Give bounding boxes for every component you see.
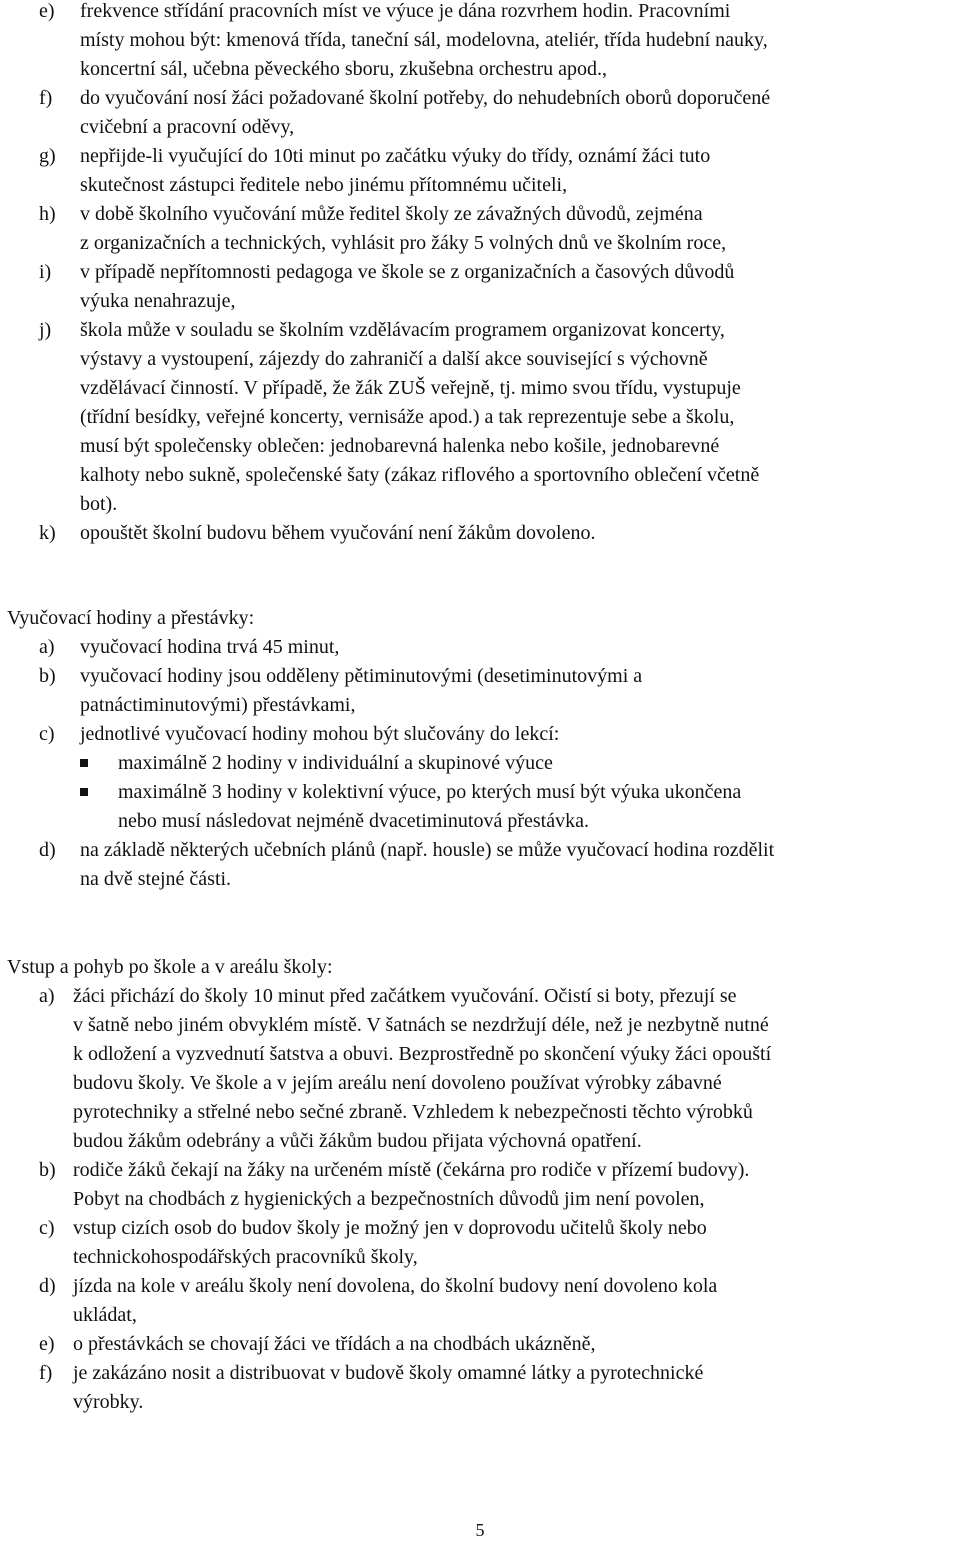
rules-list-top — [0, 0, 960, 548]
section-hours — [0, 604, 960, 894]
square-bullet-icon — [80, 749, 104, 778]
list-item — [0, 836, 960, 894]
section-heading: Vyučovací hodiny a přestávky: — [7, 607, 255, 629]
list-item-label: e) — [39, 1333, 55, 1355]
list-item — [0, 982, 960, 1156]
list-item — [0, 1359, 960, 1417]
list-item-label: e) — [39, 0, 55, 22]
list-item-text: opouštět školní budovu během vyučování není žákům dovoleno. — [80, 522, 596, 544]
list-item — [0, 316, 960, 519]
list-item-text: na základě některých učebních plánů (např. housle) se může vyučovací hodina rozdělit na dvě stejné části. — [80, 839, 775, 890]
list-item — [0, 84, 960, 142]
square-bullet-icon — [80, 778, 104, 836]
list-item-label: d) — [39, 839, 56, 861]
list-item — [0, 142, 960, 200]
list-item-text: frekvence střídání pracovních míst ve výuce je dána rozvrhem hodin. Pracovními místy mohou být: kmenová třída, taneční sál, modelovna, ateliér, třída hudební nauky, koncertní sál, učebna pěveckého sboru, zkušebna orchestru apod., — [80, 0, 768, 80]
list-item-text: vstup cizích osob do budov školy je možný jen v doprovodu učitelů školy nebo technickohospodářských pracovníků školy, — [73, 1217, 707, 1268]
bullet-item — [0, 749, 960, 778]
list-item-label: h) — [39, 203, 56, 225]
list-item-text: do vyučování nosí žáci požadované školní potřeby, do nehudebních oborů doporučené cvičební a pracovní oděvy, — [80, 87, 771, 138]
list-item — [0, 1214, 960, 1272]
list-item-label: f) — [39, 1362, 53, 1384]
list-item-text: vyučovací hodina trvá 45 minut, — [80, 636, 340, 658]
list-item-text: v době školního vyučování může ředitel školy ze závažných důvodů, zejména z organizačních a technických, vyhlásit pro žáky 5 volných dnů ve školním roce, — [80, 203, 727, 254]
list-item-label: a) — [39, 636, 55, 658]
list-item-label: k) — [39, 522, 56, 544]
bullet-item — [0, 778, 960, 836]
list-item — [0, 1272, 960, 1330]
bullet-text: maximálně 2 hodiny v individuální a skupinové výuce — [118, 752, 553, 774]
list-item-text: jednotlivé vyučovací hodiny mohou být slučovány do lekcí: — [80, 723, 560, 745]
list-item — [0, 662, 960, 720]
list-item — [0, 1156, 960, 1214]
list-item-label: j) — [39, 319, 52, 341]
list-item-label: i) — [39, 261, 52, 283]
list-item-text: vyučovací hodiny jsou odděleny pětiminutovými (desetiminutovými a patnáctiminutovými) přestávkami, — [80, 665, 643, 716]
list-item-text: je zakázáno nosit a distribuovat v budově školy omamné látky a pyrotechnické výrobky. — [73, 1362, 704, 1413]
list-item — [0, 0, 960, 84]
list-item-text: škola může v souladu se školním vzdělávacím programem organizovat koncerty, výstavy a vystoupení, zájezdy do zahraničí a další akce související s výchovně vzdělávací činností. V případě, že žák ZUŠ veřejně, tj. mimo svou třídu, vystupuje (třídní besídky, veřejné koncerty, vernisáže apod.) a tak reprezentuje sebe a školu, musí být společensky oblečen: jednobarevná halenka nebo košile, jednobarevné kalhoty nebo sukně, společenské šaty (zákaz riflového a sportovního oblečení včetně bot). — [80, 319, 760, 515]
list-item-label: c) — [39, 1217, 55, 1239]
list-item — [0, 519, 960, 548]
list-item-text: o přestávkách se chovají žáci ve třídách a na chodbách ukázněně, — [73, 1333, 596, 1355]
list-item-text: žáci přichází do školy 10 minut před začátkem vyučování. Očistí si boty, přezují se v šatně nebo jiném obvyklém místě. V šatnách se nezdržují déle, než je nezbytně nutné k odložení a vyzvednutí šatstva a obuvi. Bezprostředně po skončení výuky žáci opouští budovu školy. Ve škole a v jejím areálu není dovoleno používat výrobky zábavné pyrotechniky a střelné nebo sečné zbraně. Vzhledem k nebezpečnosti těchto výrobků budou žákům odebrány a vůči žákům budou přijata výchovná opatření. — [73, 985, 772, 1152]
section-heading: Vstup a pohyb po škole a v areálu školy: — [7, 956, 333, 978]
list-item-label: d) — [39, 1275, 56, 1297]
list-item-text: jízda na kole v areálu školy není dovolena, do školní budovy není dovoleno kola ukládat, — [73, 1275, 718, 1326]
list-item-label: b) — [39, 1159, 56, 1181]
list-item — [0, 633, 960, 662]
list-item-label: a) — [39, 985, 55, 1007]
list-item-label: g) — [39, 145, 56, 167]
list-item — [0, 200, 960, 258]
list-item — [0, 258, 960, 316]
list-item — [0, 720, 960, 749]
list-item — [0, 1330, 960, 1359]
list-item-text: rodiče žáků čekají na žáky na určeném místě (čekárna pro rodiče v přízemí budovy). Pobyt na chodbách z hygienických a bezpečnostních důvodů jim není povolen, — [73, 1159, 750, 1210]
list-item-text: nepřijde-li vyučující do 10ti minut po začátku výuky do třídy, oznámí žáci tuto skutečnost zástupci ředitele nebo jinému přítomnému učiteli, — [80, 145, 711, 196]
list-item-label: c) — [39, 723, 55, 745]
page-number: 5 — [475, 1520, 485, 1540]
bullet-text: maximálně 3 hodiny v kolektivní výuce, po kterých musí být výuka ukončena nebo musí následovat nejméně dvacetiminutová přestávka. — [118, 781, 742, 832]
list-item-text: v případě nepřítomnosti pedagoga ve škole se z organizačních a časových důvodů výuka nenahrazuje, — [80, 261, 735, 312]
section-entry — [0, 953, 960, 1417]
list-item-label: b) — [39, 665, 56, 687]
list-item-label: f) — [39, 87, 53, 109]
